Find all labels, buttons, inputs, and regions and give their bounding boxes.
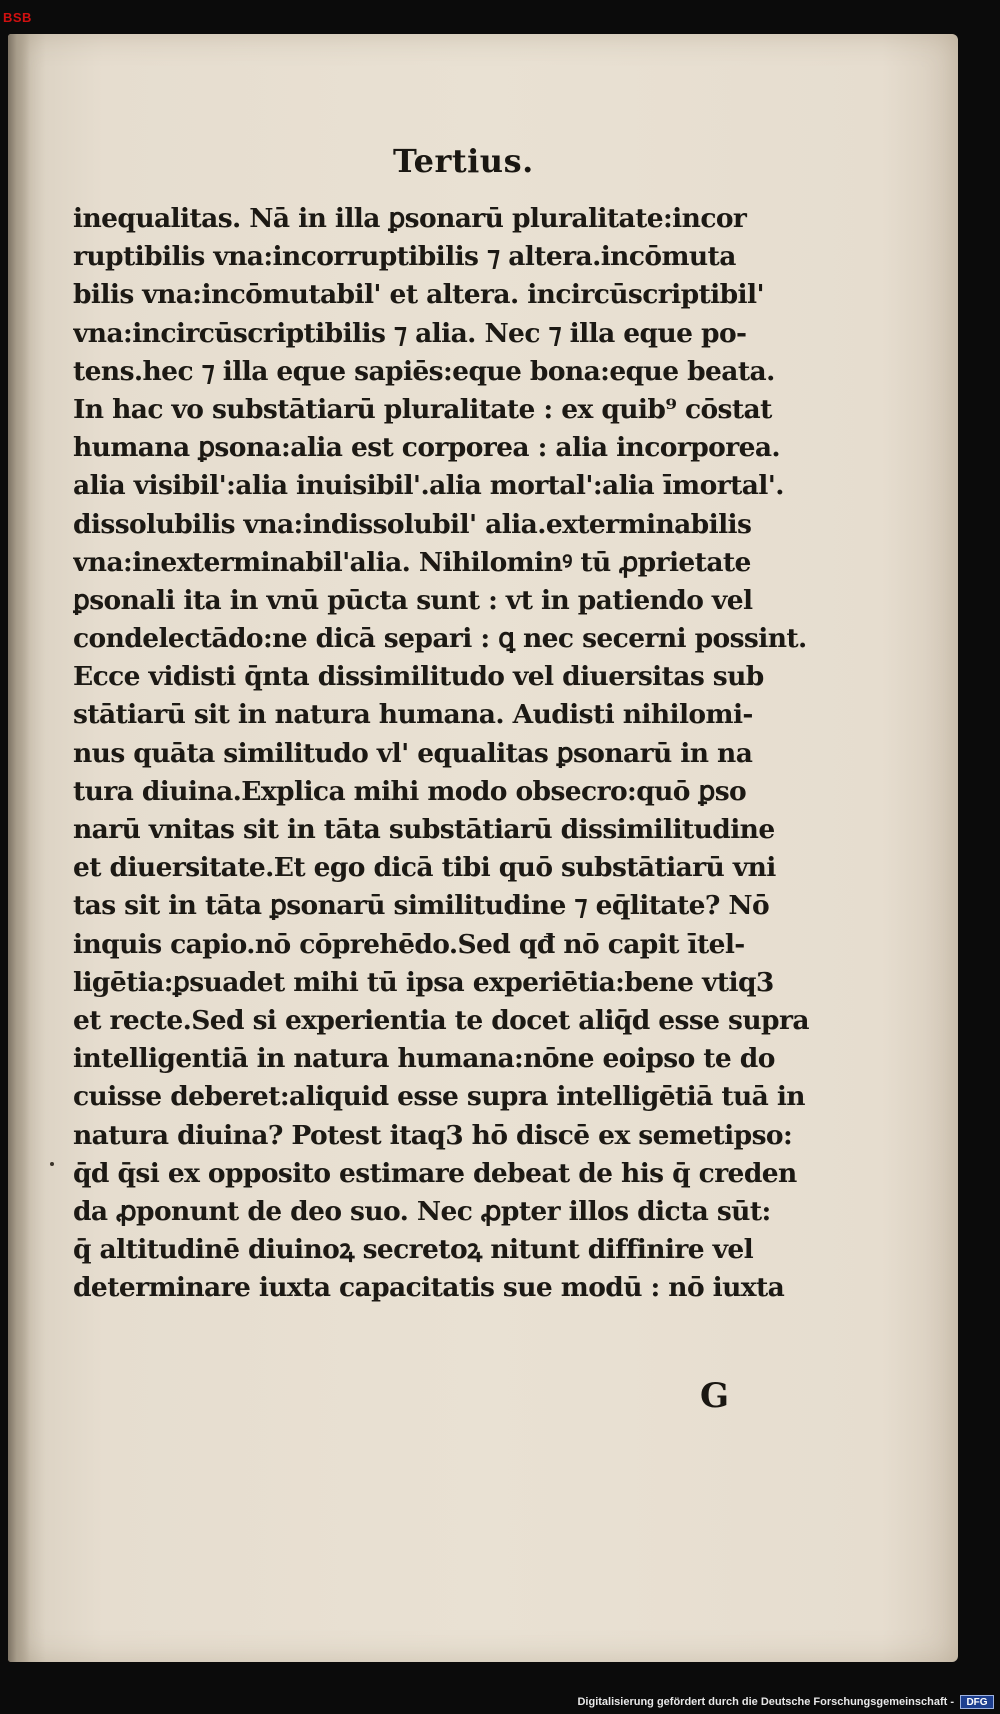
text-line: vna:incircūscriptibilis ⁊ alia. Nec ⁊ illa eque po- <box>73 317 747 349</box>
text-line: ligētia:ꝑsuadet mihi tū ipsa experiētia:bene vtiq3 <box>73 966 774 998</box>
text-line: alia visibil':alia inuisibil'.alia mortal':alia īmortal'. <box>73 470 784 502</box>
text-line: determinare iuxta capacitatis sue modū : nō iuxta <box>73 1272 785 1304</box>
text-line: humana ꝑsona:alia est corporea : alia incorporea. <box>73 432 781 464</box>
text-line: tura diuina.Explica mihi modo obsecro:quō ꝑso <box>73 775 747 807</box>
text-line: intelligentiā in natura humana:nōne eoipso te do <box>73 1043 775 1075</box>
text-line: q̄d q̄si ex opposito estimare debeat de his q̄ creden <box>73 1157 797 1189</box>
text-line: et diuersitate.Et ego dicā tibi quō substātiarū vni <box>73 852 776 884</box>
text-block <box>73 200 863 1307</box>
bsb-logo: BSB <box>3 10 32 25</box>
footer-credit: Digitalisierung gefördert durch die Deutsche Forschungsgemeinschaft - <box>577 1696 954 1708</box>
text-line: inequalitas. Nā in illa ꝑsonarū pluralitate:incor <box>73 203 747 234</box>
text-line: condelectādo:ne dicā separi : ꝗ nec secerni possint. <box>73 623 807 655</box>
page-gutter-shadow <box>8 34 30 1662</box>
text-line: nus quāta similitudo vl' equalitas ꝑsonarū in na <box>73 737 753 769</box>
text-line: tas sit in tāta ꝑsonarū similitudine ⁊ eq̄litate? Nō <box>73 890 770 922</box>
text-line: stātiarū sit in natura humana. Audisti nihilomi- <box>73 699 753 731</box>
text-line: inquis capio.nō cōprehēdo.Sed qđ nō capit ītel- <box>73 928 745 960</box>
text-line: In hac vo substātiarū pluralitate : ex quib⁹ cōstat <box>73 393 772 425</box>
text-line: narū vnitas sit in tāta substātiarū dissimilitudine <box>73 814 775 845</box>
running-head: Tertius. <box>393 142 534 180</box>
text-line: bilis vna:incōmutabil' et altera. incircūscriptibil' <box>73 279 765 311</box>
text-line: vna:inexterminabil'alia. Nihilominꝰ tū ꝓprietate <box>73 546 751 578</box>
text-line: cuisse deberet:aliquid esse supra intelligētiā tuā in <box>73 1081 805 1113</box>
text-line: dissolubilis vna:indissolubil' alia.exterminabilis <box>73 508 752 540</box>
signature-mark: G <box>700 1376 730 1416</box>
text-line: ruptibilis vna:incorruptibilis ⁊ altera.incōmuta <box>73 241 736 273</box>
dfg-logo: DFG <box>960 1695 994 1709</box>
text-line: natura diuina? Potest itaq3 hō discē ex semetipso: <box>73 1119 793 1151</box>
text-line: Ecce vidisti q̄nta dissimilitudo vel diuersitas sub <box>73 661 764 693</box>
text-line: da ꝓponunt de deo suo. Nec ꝓpter illos dicta sūt: <box>73 1195 771 1227</box>
text-line: et recte.Sed si experientia te docet aliq̄d esse supra <box>73 1004 809 1036</box>
text-line: q̄ altitudinē diuinoꝝ secretoꝝ nitunt diffinire vel <box>73 1234 754 1266</box>
book-page <box>8 34 958 1662</box>
text-line: tens.hec ⁊ illa eque sapiēs:eque bona:eque beata. <box>73 355 775 387</box>
text-line: ꝑsonali ita in vnū pūcta sunt : vt in patiendo vel <box>73 584 753 616</box>
margin-mark <box>50 1162 54 1166</box>
